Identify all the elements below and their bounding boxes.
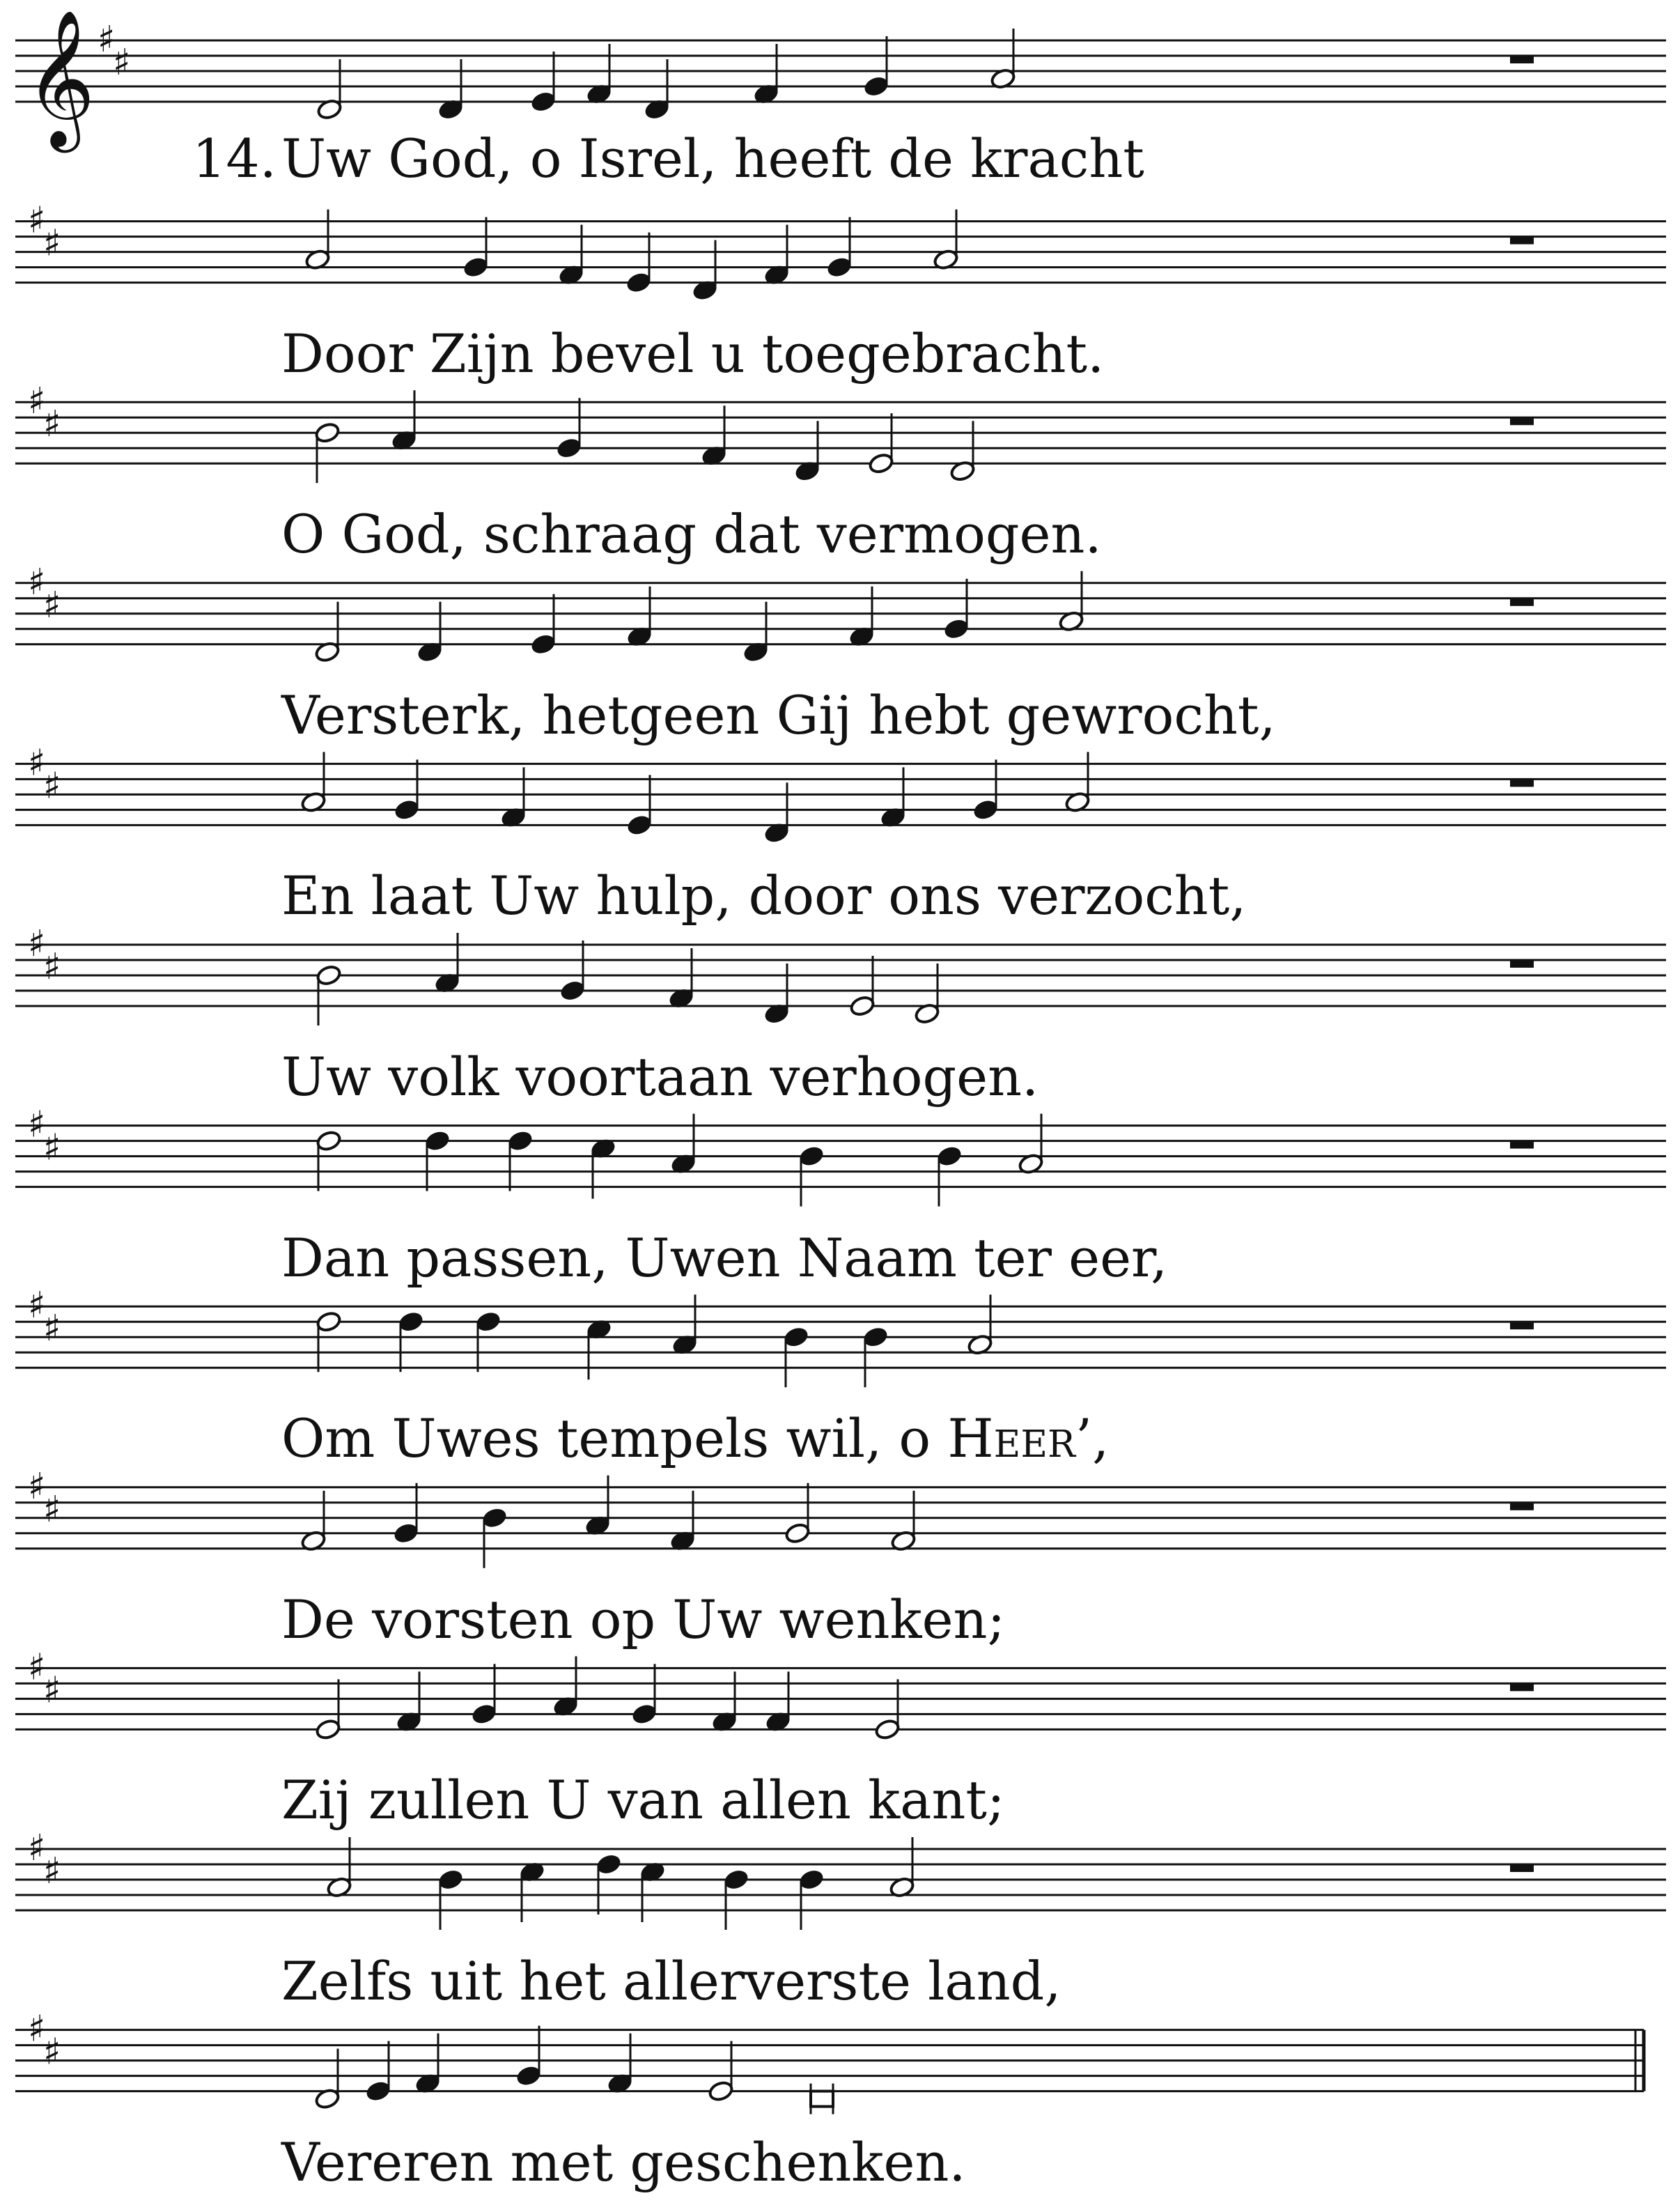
lyric-line [281, 1588, 1006, 1650]
lyric-line [281, 683, 1276, 746]
treble-clef-icon: 𝄞 [25, 9, 95, 147]
lyric-text: En laat Uw hulp, door ons verzocht, [281, 865, 1247, 927]
sharp-icon: ♯ [28, 742, 46, 784]
sharp-icon: ♯ [43, 584, 61, 626]
lyric-punctuation: ’, [1075, 1407, 1110, 1470]
lyric-line [281, 503, 1102, 566]
sharp-icon: ♯ [28, 199, 46, 242]
sharp-icon: ♯ [43, 1488, 61, 1531]
sharp-icon: ♯ [28, 380, 46, 423]
lyric-text: De vorsten op Uw wenken; [281, 1588, 1006, 1650]
sharp-icon: ♯ [43, 222, 61, 265]
lyric-line [281, 1226, 1168, 1289]
lyric-line [281, 1950, 1061, 2012]
sharp-icon: ♯ [28, 1285, 46, 1327]
lyric-small-caps: Heer [947, 1407, 1075, 1470]
lyric-line [281, 1046, 1039, 1108]
lyric-line [281, 865, 1247, 927]
sharp-icon: ♯ [43, 2031, 61, 2073]
sharp-icon: ♯ [28, 923, 46, 965]
sharp-icon: ♯ [28, 1104, 46, 1146]
sharp-icon: ♯ [28, 561, 46, 603]
sharp-icon: ♯ [43, 403, 61, 446]
sharp-icon: ♯ [28, 2008, 46, 2050]
lyric-text: Uw volk voortaan verhogen. [281, 1046, 1039, 1108]
sharp-icon: ♯ [43, 1127, 61, 1169]
sharp-icon: ♯ [28, 1646, 46, 1689]
lyric-text: Vereren met geschenken. [281, 2130, 966, 2193]
sharp-icon: ♯ [98, 19, 116, 61]
sharp-icon: ♯ [43, 946, 61, 988]
lyric-text: Uw God, o Isrel, heeft de kracht [281, 127, 1144, 189]
lyric-text: Door Zijn bevel u toegebracht. [281, 322, 1105, 385]
lyric-text: Zelfs uit het allerverste land, [281, 1950, 1061, 2012]
sharp-icon: ♯ [28, 1465, 46, 1508]
sharp-icon: ♯ [28, 1827, 46, 1869]
lyric-text: Om Uwes tempels wil, o [281, 1407, 948, 1470]
lyric-line [281, 2130, 966, 2193]
lyric-line [281, 1407, 1110, 1470]
lyric-text: O God, schraag dat vermogen. [281, 503, 1102, 566]
lyric-line [281, 322, 1105, 385]
lyric-text: Versterk, hetgeen Gij hebt gewrocht, [281, 683, 1276, 746]
lyric-line [281, 1769, 1005, 1832]
sharp-icon: ♯ [43, 1669, 61, 1712]
sharp-icon: ♯ [43, 765, 61, 807]
sharp-icon: ♯ [113, 42, 131, 84]
lyric-line [281, 127, 1144, 189]
lyric-text: Dan passen, Uwen Naam ter eer, [281, 1226, 1168, 1289]
verse-number: 14. [192, 127, 277, 189]
sharp-icon: ♯ [43, 1308, 61, 1350]
sharp-icon: ♯ [43, 1850, 61, 1892]
lyric-text: Zij zullen U van allen kant; [281, 1769, 1005, 1832]
